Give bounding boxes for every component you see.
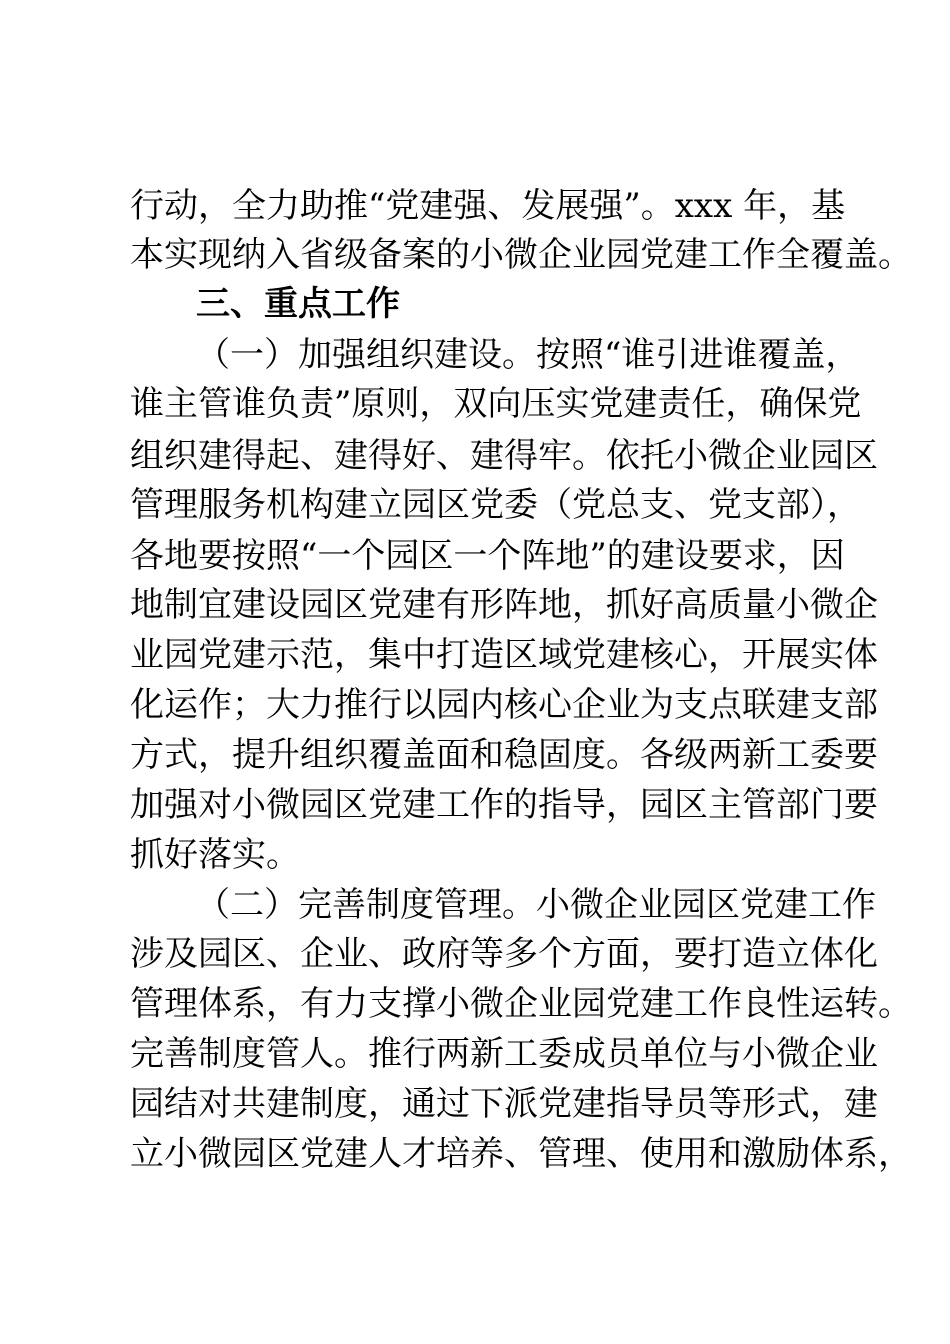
text-line: 管理体系，有力支撑小微企业园党建工作良性运转。 [130, 984, 912, 1024]
text-line: 业园党建示范，集中打造区域党建核心，开展实体 [130, 635, 878, 675]
text-line: 组织建得起、建得好、建得牢。依托小微企业园区 [130, 436, 878, 476]
text-line: 本实现纳入省级备案的小微企业园党建工作全覆盖。 [130, 235, 912, 275]
text-line: 行动，全力助推“党建强、发展强”。xxx 年，基 [130, 186, 846, 226]
text-line: 地制宜建设园区党建有形阵地，抓好高质量小微企 [130, 585, 878, 625]
text-line: 园结对共建制度，通过下派党建指导员等形式，建 [130, 1084, 878, 1124]
text-line: 管理服务机构建立园区党委（党总支、党支部）， [130, 485, 861, 525]
text-line: 立小微园区党建人才培养、管理、使用和激励体系， [130, 1134, 912, 1174]
text-line: 化运作；大力推行以园内核心企业为支点联建支部 [130, 685, 878, 725]
text-line: （二）完善制度管理。小微企业园区党建工作 [196, 885, 876, 925]
text-line: （一）加强组织建设。按照“谁引进谁覆盖， [196, 335, 860, 375]
text-line: 加强对小微园区党建工作的指导，园区主管部门要 [130, 785, 878, 825]
text-line: 涉及园区、企业、政府等多个方面，要打造立体化 [130, 934, 878, 974]
text-line: 抓好落实。 [130, 835, 300, 875]
text-line: 各地要按照“一个园区一个阵地”的建设要求，因 [130, 536, 845, 576]
text-line: 谁主管谁负责”原则，双向压实党建责任，确保党 [130, 384, 862, 424]
text-line: 方式，提升组织覆盖面和稳固度。各级两新工委要 [130, 735, 878, 775]
section-heading: 三、重点工作 [196, 284, 400, 324]
text-line: 完善制度管人。推行两新工委成员单位与小微企业 [130, 1034, 878, 1074]
